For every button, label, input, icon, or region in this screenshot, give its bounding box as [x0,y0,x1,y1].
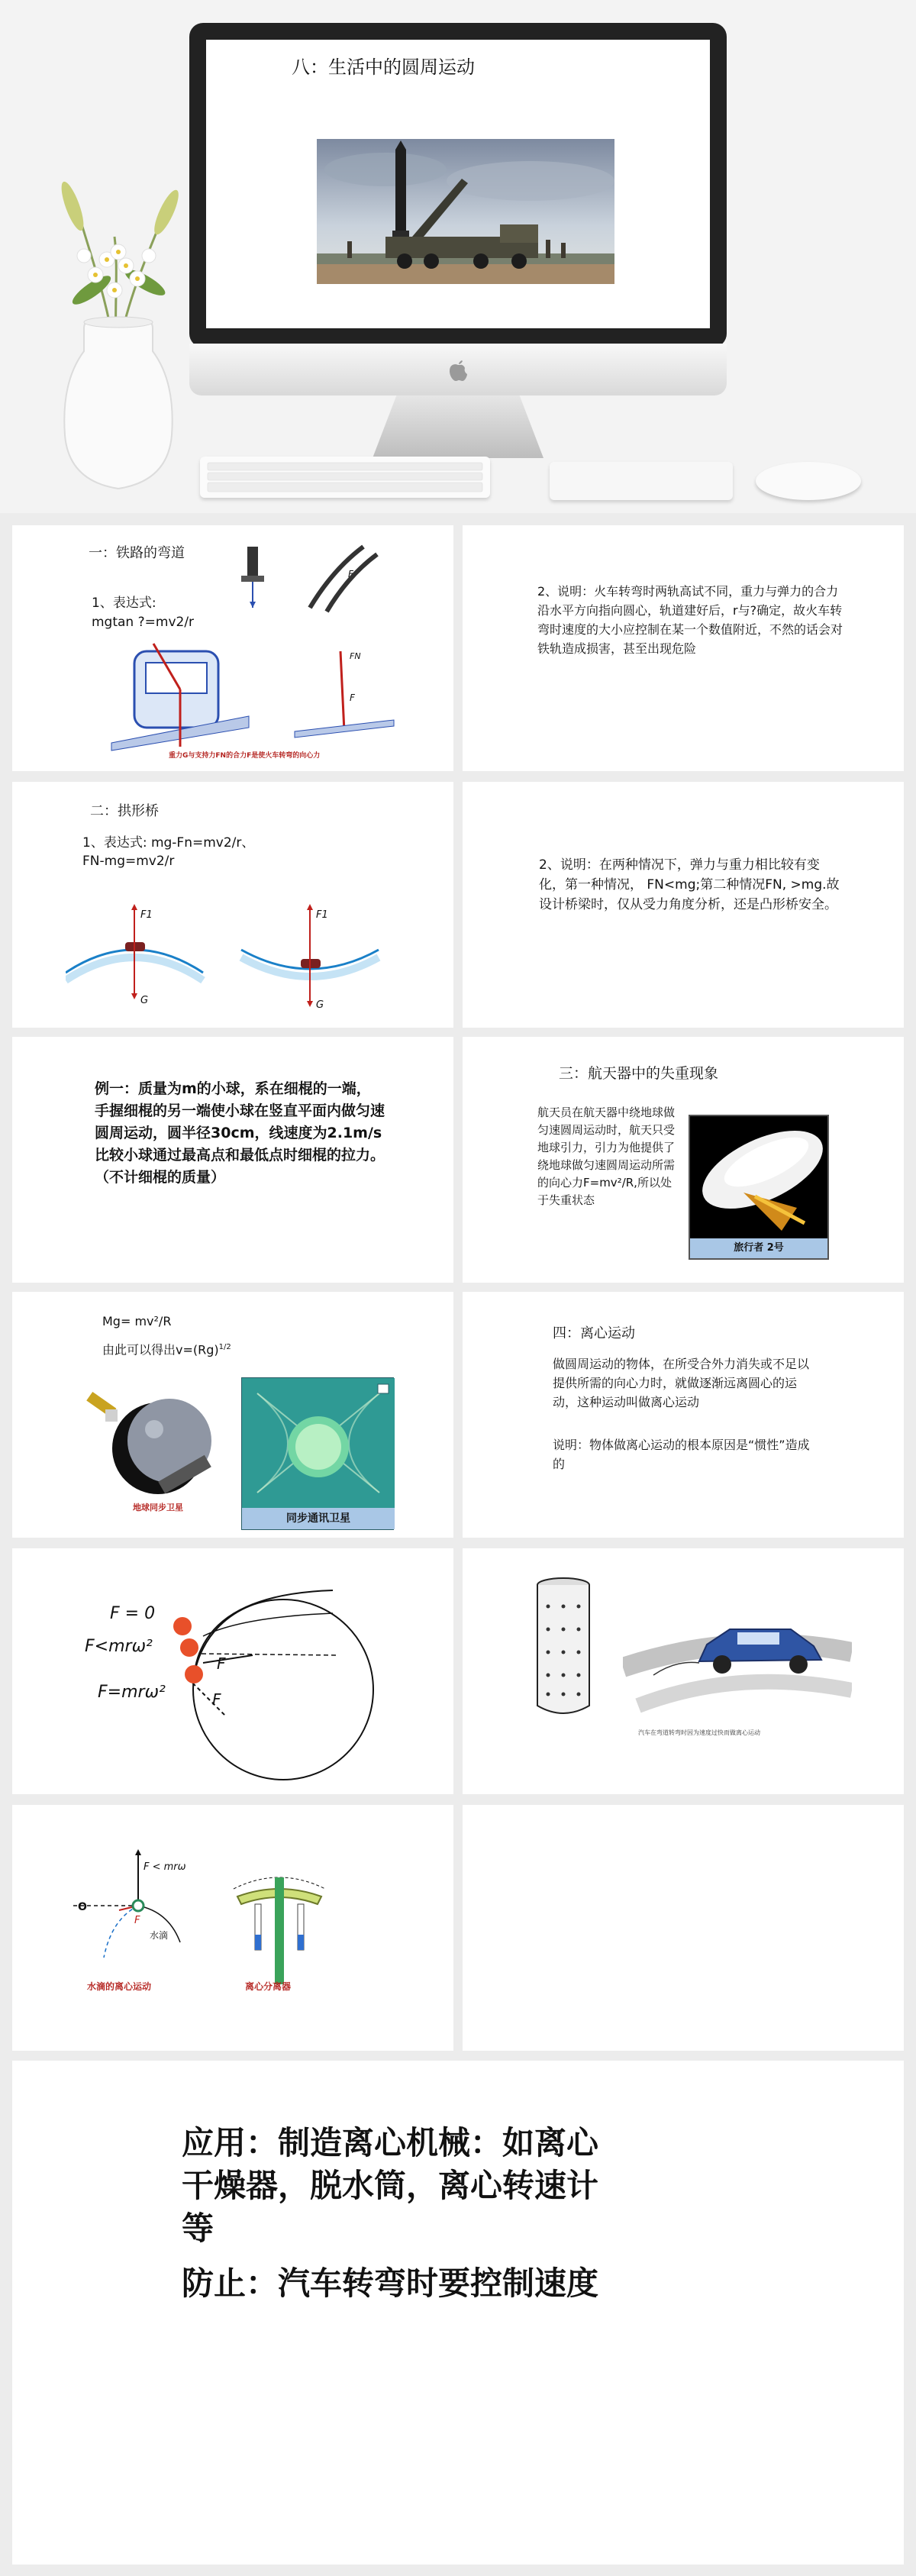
panel-spacecraft [463,1037,904,1283]
bridge-note-text: 2、说明：在两种情况下，弹力与重力相比较有变化，第一种情况， FN<mg;第二种情况FN, >mg.故设计桥梁时，仅从受力角度分析，还是凸形桥安全。 [539,857,840,912]
bridge-label-g2: G [316,999,324,1011]
centrifugal-title: 四：离心运动 [553,1325,635,1341]
spacecraft-title: 三：航天器中的失重现象 [559,1065,719,1082]
panel-centrifugal [463,1292,904,1538]
label-f-equal: F=mrω² [98,1683,166,1702]
railway-title: 一：铁路的弯道 [89,545,185,561]
bridge-title: 二：拱形桥 [90,803,159,819]
centrifugal-force-figure [12,1548,453,1794]
voyager-caption: 旅行者 2号 [690,1238,827,1258]
earth-satellite-image [85,1383,231,1513]
label-f-b: F [212,1690,221,1709]
svg-text:F: F [350,692,355,703]
label-o: O [78,1901,87,1913]
bridge-label-g1: G [140,995,149,1006]
water-caption-left: 水滴的离心运动 [87,1981,152,1992]
satellite-formula1: Mg= mv²/R [102,1314,172,1328]
car-caption: 汽车在弯道转弯时因为速度过快而做离心运动 [638,1729,760,1736]
panel-railway [12,525,453,771]
train-force-figure [81,636,402,758]
application-line2: 干燥器，脱水筒，离心转速计 [182,2167,599,2204]
keyboard [200,457,490,498]
satellite-caption-right: 同步通讯卫星 [242,1508,395,1529]
missile-launcher-photo [317,139,614,284]
label-f-less-mrw: F < mrω [144,1861,186,1873]
slide-title: 八：生活中的圆周运动 [292,56,475,78]
panel-satellite [12,1292,453,1538]
monitor-stand [373,395,543,458]
monitor-screen [206,40,710,328]
monitor-chin [189,344,727,395]
water-drop-figure [12,1805,453,2051]
centrifugal-text2: 说明：物体做离心运动的根本原因是“惯性”造成的 [553,1438,810,1471]
railway-expr-label: 1、表达式: [92,596,156,611]
comm-satellite-image [241,1377,394,1530]
svg-text:F: F [348,569,353,579]
application-line1: 应用：制造离心机械：如离心 [182,2124,599,2161]
prevention-line: 防止：汽车转弯时要控制速度 [182,2264,599,2302]
application-line3: 等 [182,2210,214,2247]
apple-logo-icon [447,356,469,382]
rail-cross-section-figure [234,539,379,615]
panel-force-diagram [12,1548,453,1794]
satellite-caption-left: 地球同步卫星 [133,1503,183,1512]
panel-railway-note [463,525,904,771]
voyager-image [689,1115,829,1260]
panel-bridge-note [463,782,904,1028]
bridge-label-f1: F1 [140,909,153,921]
railway-note-text: 2、说明：火车转弯时两轨高试不同，重力与弹力的合力沿水平方向指向圆心，轨道建好后，r与?确定，故火车转弯时速度的大小应控制在某一个数值附近，不然的话会对铁轨造成损害，甚至出现危险 [537,584,843,656]
satellite-formula2-text: 由此可以得出v=(Rg) [102,1342,219,1357]
railway-figure-caption: 重力G与支持力FN的合力F是使火车转弯的向心力 [169,752,321,760]
bridge-force-figure [66,896,417,1011]
flower-vase [31,176,206,496]
spacecraft-text: 航天员在航天器中绕地球做匀速圆周运动时，航天只受地球引力，引力为他提供了绕地球做匀速圆周运动所需的向心力F=mv²/R,所以处于失重状态 [537,1106,676,1207]
panel-application [12,2061,904,2565]
label-f-less: F<mrω² [85,1637,153,1656]
example-text: 例一：质量为m的小球，系在细棍的一端，手握细棍的另一端使小球在竖直平面内做匀速圆周运动，圆半径30cm，线速度为2.1m/s比较小球通过最高点和最低点时细棍的拉力。（不计细棍的质量） [95,1080,385,1186]
satellite-formula2 [102,1338,231,1359]
satellite-formula2-sup: 1/2 [218,1343,231,1351]
panel-water-drop [12,1805,453,2051]
water-caption-right: 离心分离器 [245,1981,292,1992]
bridge-expr-line2: FN-mg=mv2/r [82,854,175,869]
car-skid-figure [623,1599,852,1721]
label-water: 水滴 [150,1930,169,1941]
svg-text:FN: FN [350,651,361,661]
label-f0: F = 0 [110,1604,156,1623]
panel-empty [463,1805,904,2051]
panel-dryer-car [463,1548,904,1794]
label-f: F [134,1915,140,1926]
label-f-a: F [217,1654,226,1673]
mouse [756,462,861,500]
panel-example [12,1037,453,1283]
bridge-expr-line1: 1、表达式: mg-Fn=mv2/r、 [82,835,255,851]
railway-expr: mgtan ?=mv2/r [92,615,195,630]
trackpad [550,462,733,500]
hero-mockup [0,0,916,513]
monitor-frame [189,23,727,347]
dryer-drum-figure [533,1576,594,1729]
panel-bridge [12,782,453,1028]
centrifugal-text1: 做圆周运动的物体，在所受合外力消失或不足以提供所需的向心力时，就做逐渐远离圆心的运动，这种运动叫做离心运动 [553,1357,810,1409]
bridge-label-f2: F1 [316,909,328,921]
